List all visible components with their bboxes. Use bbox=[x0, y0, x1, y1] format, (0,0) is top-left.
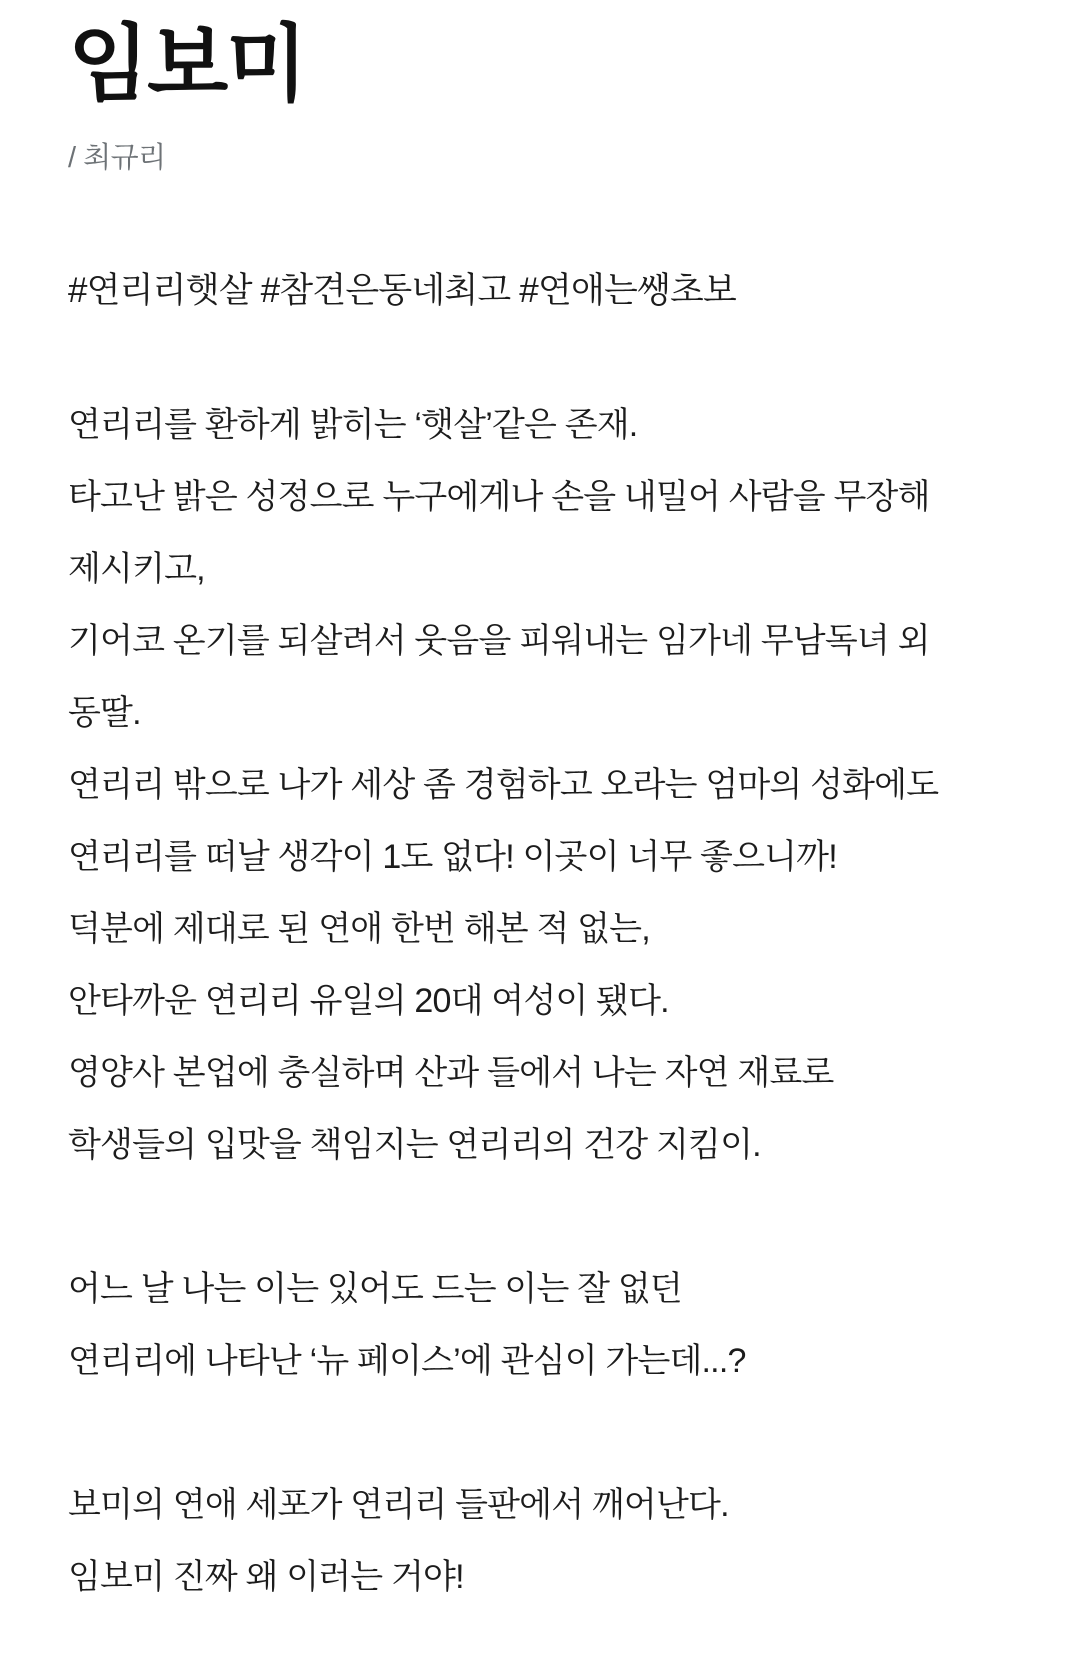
text-line: 어느 날 나는 이는 있어도 드는 이는 잘 없던 bbox=[68, 1270, 682, 1308]
bio-paragraph-newface bbox=[68, 1253, 1012, 1397]
text-line: 학생들의 입맛을 책임지는 연리리의 건강 지킴이. bbox=[68, 1126, 761, 1164]
text-line: 연리리를 떠날 생각이 1도 없다! 이곳이 너무 좋으니까! bbox=[68, 838, 837, 876]
text-line: 영양사 본업에 충실하며 산과 들에서 나는 자연 재료로 bbox=[68, 1054, 834, 1092]
text-line: 제시키고, bbox=[68, 550, 205, 588]
text-line: 임보미 진짜 왜 이러는 거야! bbox=[68, 1558, 464, 1596]
text-line: 연리리를 환하게 밝히는 ‘햇살’같은 존재. bbox=[68, 406, 638, 444]
text-line: 연리리에 나타난 ‘뉴 페이스’에 관심이 가는데...? bbox=[68, 1342, 746, 1380]
bio-paragraph-closing bbox=[68, 1469, 1012, 1613]
text-line: 동딸. bbox=[68, 694, 141, 732]
text-line: 보미의 연애 세포가 연리리 들판에서 깨어난다. bbox=[68, 1486, 729, 1524]
text-line: 덕분에 제대로 된 연애 한번 해본 적 없는, bbox=[68, 910, 650, 948]
text-line: 안타까운 연리리 유일의 20대 여성이 됐다. bbox=[68, 982, 669, 1020]
hashtag-line: #연리리햇살 #참견은동네최고 #연애는쌩초보 bbox=[68, 271, 737, 310]
character-name-title: 임보미 bbox=[68, 17, 306, 111]
text-line: 기어코 온기를 되살려서 웃음을 피워내는 임가네 무남독녀 외 bbox=[68, 622, 930, 660]
cast-credit: / 최규리 bbox=[68, 142, 166, 174]
bio-paragraph-main bbox=[68, 389, 1012, 1181]
text-line: 연리리 밖으로 나가 세상 좀 경험하고 오라는 엄마의 성화에도 bbox=[68, 766, 939, 804]
text-line: 타고난 밝은 성정으로 누구에게나 손을 내밀어 사람을 무장해 bbox=[68, 478, 930, 516]
